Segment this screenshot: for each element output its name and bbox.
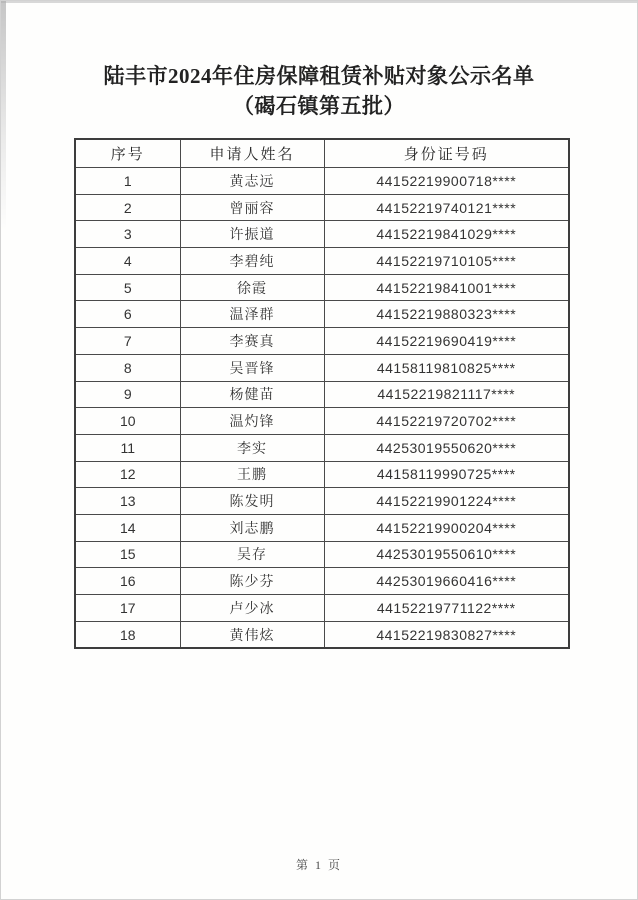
table-row [75,194,569,221]
id-number-cell: 44152219900718**** [324,168,569,195]
id-number-cell: 44253019550620**** [324,434,569,461]
table-row [75,221,569,248]
table-header-row [75,139,569,168]
id-number-cell: 44152219821117**** [324,381,569,408]
table-row [75,301,569,328]
applicant-name-cell: 吴晋锋 [180,354,324,381]
table-row [75,248,569,275]
id-number-cell: 44152219771122**** [324,595,569,622]
document-title-line1: 陆丰市2024年住房保障租赁补贴对象公示名单 [103,64,535,88]
row-number-cell: 3 [75,221,180,248]
table-row [75,541,569,568]
applicant-name-cell: 刘志鹏 [180,514,324,541]
row-number-cell: 14 [75,514,180,541]
table-row [75,488,569,515]
table-row [75,621,569,648]
applicant-name-cell: 许振道 [180,221,324,248]
id-number-cell: 44152219740121**** [324,194,569,221]
header-serial-number: 序号 [75,139,180,168]
row-number-cell: 5 [75,274,180,301]
document-title-line2: （碣石镇第五批） [233,94,405,118]
id-number-cell: 44152219690419**** [324,328,569,355]
id-number-cell: 44253019660416**** [324,568,569,595]
table-row [75,461,569,488]
applicant-name-cell: 吴存 [180,541,324,568]
row-number-cell: 11 [75,434,180,461]
applicant-name-cell: 李碧纯 [180,248,324,275]
id-number-cell: 44152219841001**** [324,274,569,301]
header-id-number: 身份证号码 [324,139,569,168]
applicant-name-cell: 杨健苗 [180,381,324,408]
document-title [41,61,597,121]
applicant-name-cell: 温泽群 [180,301,324,328]
table-row [75,168,569,195]
id-number-cell: 44158119810825**** [324,354,569,381]
id-number-cell: 44253019550610**** [324,541,569,568]
row-number-cell: 15 [75,541,180,568]
applicant-name-cell: 曾丽容 [180,194,324,221]
id-number-cell: 44158119990725**** [324,461,569,488]
row-number-cell: 12 [75,461,180,488]
table-row [75,274,569,301]
table-row [75,568,569,595]
table-row [75,514,569,541]
applicant-name-cell: 黄志远 [180,168,324,195]
subsidy-recipient-table [74,138,570,649]
id-number-cell: 44152219901224**** [324,488,569,515]
id-number-cell: 44152219880323**** [324,301,569,328]
header-applicant-name: 申请人姓名 [180,139,324,168]
table-row [75,595,569,622]
applicant-name-cell: 陈发明 [180,488,324,515]
applicant-name-cell: 李赛真 [180,328,324,355]
scan-edge-artifact-left [1,1,6,231]
applicant-name-cell: 卢少冰 [180,595,324,622]
row-number-cell: 2 [75,194,180,221]
scan-edge-artifact-top [1,1,637,3]
applicant-name-cell: 王鹏 [180,461,324,488]
row-number-cell: 7 [75,328,180,355]
id-number-cell: 44152219710105**** [324,248,569,275]
id-number-cell: 44152219720702**** [324,408,569,435]
table-row [75,408,569,435]
table-row [75,381,569,408]
row-number-cell: 17 [75,595,180,622]
table-row [75,354,569,381]
row-number-cell: 16 [75,568,180,595]
applicant-name-cell: 李实 [180,434,324,461]
table-row [75,328,569,355]
id-number-cell: 44152219900204**** [324,514,569,541]
id-number-cell: 44152219830827**** [324,621,569,648]
applicant-name-cell: 温灼锋 [180,408,324,435]
applicant-name-cell: 陈少芬 [180,568,324,595]
page-number-footer: 第 1 页 [295,858,342,872]
applicant-name-cell: 徐霞 [180,274,324,301]
row-number-cell: 13 [75,488,180,515]
id-number-cell: 44152219841029**** [324,221,569,248]
row-number-cell: 18 [75,621,180,648]
applicant-name-cell: 黄伟炫 [180,621,324,648]
row-number-cell: 4 [75,248,180,275]
row-number-cell: 1 [75,168,180,195]
row-number-cell: 8 [75,354,180,381]
table-row [75,434,569,461]
table-body [75,168,569,649]
row-number-cell: 9 [75,381,180,408]
table-header [75,139,569,168]
row-number-cell: 10 [75,408,180,435]
row-number-cell: 6 [75,301,180,328]
